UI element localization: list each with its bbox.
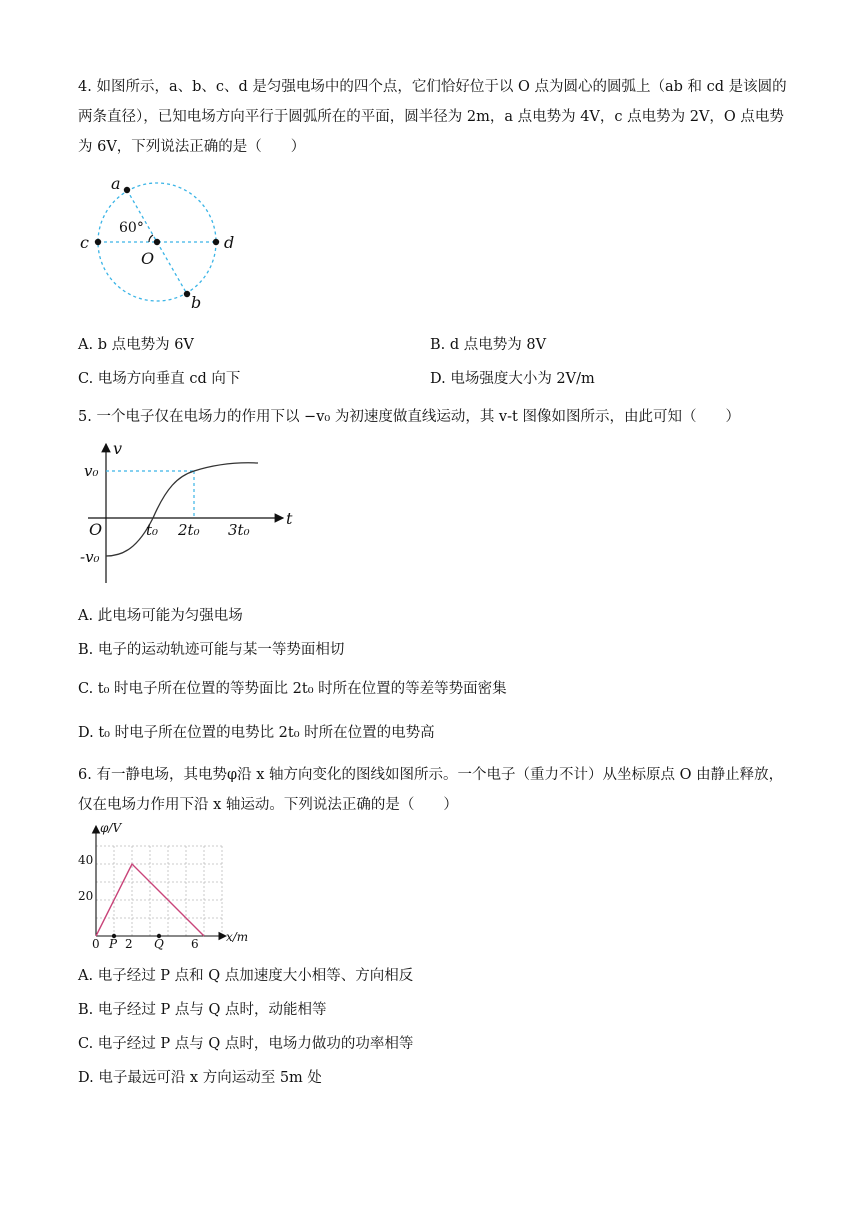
q6-point-Q-label: Q xyxy=(154,937,164,951)
q5-option-b[interactable]: B. 电子的运动轨迹可能与某一等势面相切 xyxy=(78,642,345,658)
q6-xtick-6: 6 xyxy=(191,937,199,951)
q5-xtick-2t0: 2t₀ xyxy=(178,521,200,539)
q6-phi-x-chart xyxy=(78,820,258,950)
q6-xtick-2: 2 xyxy=(125,937,133,951)
q4-circle-figure xyxy=(70,170,250,315)
q4-point-a xyxy=(124,187,130,193)
q5-xtick-t0: t₀ xyxy=(146,521,159,539)
q5-vt-figure xyxy=(78,438,308,588)
q4-angle-arc xyxy=(149,235,153,242)
q6-point-P-label: P xyxy=(109,937,118,951)
q6-option-b[interactable]: B. 电子经过 P 点与 Q 点时，动能相等 xyxy=(78,1002,327,1018)
q4-label-d: d xyxy=(224,233,235,252)
q5-option-c[interactable]: C. t₀ 时电子所在位置的等势面比 2t₀ 时所在位置的等差等势面密集 xyxy=(78,681,507,697)
q4-label-b: b xyxy=(191,293,202,312)
q5-xtick-3t0: 3t₀ xyxy=(228,521,250,539)
q6-xtick-0: 0 xyxy=(92,937,100,951)
q6-ytick-20: 20 xyxy=(78,889,94,903)
q4-option-a[interactable]: A. b 点电势为 6V xyxy=(78,337,194,353)
q6-ytick-40: 40 xyxy=(78,853,94,867)
q5-vt-curve xyxy=(106,463,258,556)
q6-option-d[interactable]: D. 电子最远可沿 x 方向运动至 5m 处 xyxy=(78,1070,322,1086)
q5-stem: 5. 一个电子仅在电场力的作用下以 −v₀ 为初速度做直线运动，其 v-t 图像如图所示，由此可知（ ） xyxy=(78,409,740,425)
q4-point-O xyxy=(154,239,160,245)
q6-stem: 6. 有一静电场，其电势φ沿 x 轴方向变化的图线如图所示。一个电子（重力不计）从坐标原点 O 由静止释放，仅在电场力作用下沿 x 轴运动。下列说法正确的是（ ） xyxy=(78,767,784,813)
q5-ytick-neg-v0: -v₀ xyxy=(80,548,100,566)
q4-point-d xyxy=(213,239,219,245)
q6-x-axis-label: x/m xyxy=(226,930,249,944)
q6-option-a[interactable]: A. 电子经过 P 点和 Q 点加速度大小相等、方向相反 xyxy=(78,968,414,984)
q4-option-d[interactable]: D. 电场强度大小为 2V/m xyxy=(430,371,595,387)
q5-x-axis-label: t xyxy=(286,509,293,528)
q4-point-c xyxy=(95,239,101,245)
q4-label-a: a xyxy=(111,174,121,193)
q4-label-c: c xyxy=(80,233,89,252)
q4-point-b xyxy=(184,291,190,297)
q5-y-axis-label: v xyxy=(113,439,123,458)
q6-option-c[interactable]: C. 电子经过 P 点与 Q 点时，电场力做功的功率相等 xyxy=(78,1036,414,1052)
q6-y-axis-label: φ/V xyxy=(100,821,122,835)
q4-stem: 4. 如图所示，a、b、c、d 是匀强电场中的四个点，它们恰好位于以 O 点为圆心的圆弧上（ab 和 cd 是该圆的两条直径），已知电场方向平行于圆弧所在的平面，圆半径为 2m，a 点电势为 4V，c 点电势为 2V，O 点电势为 6V，下列说法正确的是（ ） xyxy=(78,79,787,155)
q5-option-d[interactable]: D. t₀ 时电子所在位置的电势比 2t₀ 时所在位置的电势高 xyxy=(78,725,435,741)
q5-option-a[interactable]: A. 此电场可能为匀强电场 xyxy=(78,608,243,624)
q4-label-angle: 60° xyxy=(119,220,144,236)
q4-option-c[interactable]: C. 电场方向垂直 cd 向下 xyxy=(78,371,241,387)
q4-option-b[interactable]: B. d 点电势为 8V xyxy=(430,337,547,353)
q5-ytick-v0: v₀ xyxy=(84,462,99,480)
q5-origin-label: O xyxy=(89,520,103,539)
q4-label-O: O xyxy=(141,249,155,268)
